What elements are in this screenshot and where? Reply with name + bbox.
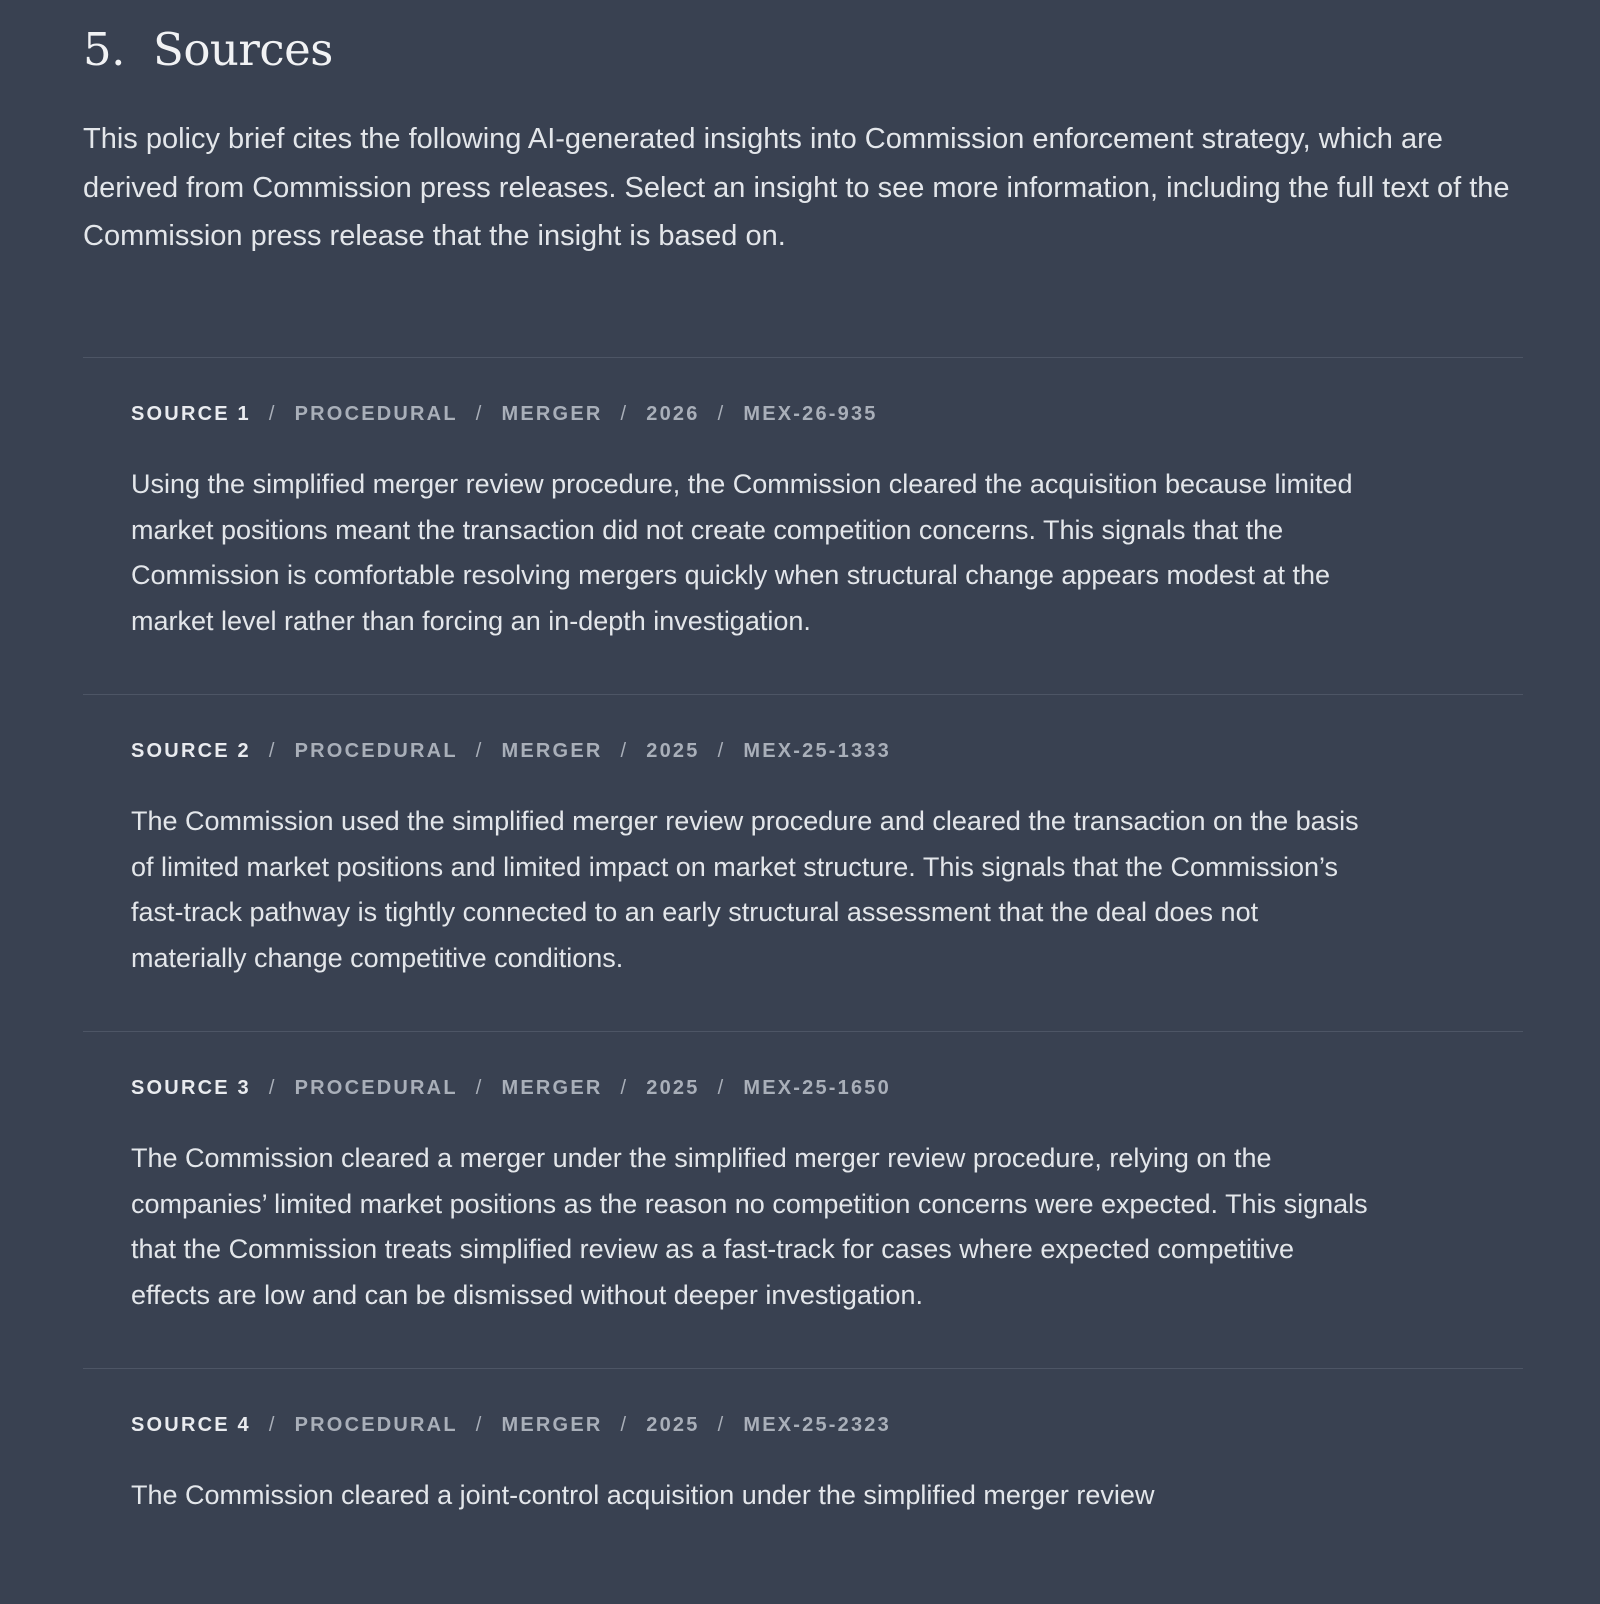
source-case-id: MEX-25-2323 [743, 1414, 891, 1436]
section-heading [83, 18, 333, 82]
source-label: SOURCE 3 [131, 1077, 251, 1099]
meta-separator: / [717, 1414, 726, 1436]
meta-separator: / [268, 1077, 277, 1099]
meta-separator: / [475, 1077, 484, 1099]
source-meta [131, 1413, 1523, 1437]
source-type: PROCEDURAL [294, 403, 458, 425]
source-category: MERGER [501, 740, 603, 762]
source-year: 2025 [646, 740, 700, 762]
source-label: SOURCE 4 [131, 1414, 251, 1436]
meta-separator: / [268, 403, 277, 425]
meta-separator: / [475, 403, 484, 425]
source-category: MERGER [501, 1414, 603, 1436]
section-title: Sources [153, 23, 333, 76]
sources-list [83, 357, 1523, 1519]
source-case-id: MEX-25-1333 [743, 740, 891, 762]
meta-separator: / [717, 403, 726, 425]
source-case-id: MEX-25-1650 [743, 1077, 891, 1099]
meta-separator: / [620, 1077, 629, 1099]
source-item[interactable] [83, 1031, 1523, 1368]
source-item[interactable] [83, 1368, 1523, 1519]
meta-separator: / [620, 740, 629, 762]
source-category: MERGER [501, 1077, 603, 1099]
source-case-id: MEX-26-935 [743, 403, 878, 425]
source-type: PROCEDURAL [294, 1077, 458, 1099]
source-meta [131, 1076, 1523, 1100]
meta-separator: / [717, 1077, 726, 1099]
meta-separator: / [620, 403, 629, 425]
source-insight-text: The Commission cleared a joint-control acquisition under the simplified merger review [131, 1480, 1155, 1510]
source-insight-text: The Commission cleared a merger under the simplified merger review procedure, relying on the companies’ limited market positions as the reason no competition concerns were expected. This signals that the Commission treats simplified review as a fast-track for cases where expected competitive effects are low and can be dismissed without deeper investigation. [131, 1143, 1368, 1310]
source-year: 2026 [646, 403, 700, 425]
meta-separator: / [268, 740, 277, 762]
source-label: SOURCE 1 [131, 403, 251, 425]
source-label: SOURCE 2 [131, 740, 251, 762]
source-insight-text: Using the simplified merger review procedure, the Commission cleared the acquisition because limited market positions meant the transaction did not create competition concerns. This signals that the Commission is comfortable resolving mergers quickly when structural change appears modest at the market level rather than forcing an in-depth investigation. [131, 469, 1353, 636]
meta-separator: / [717, 740, 726, 762]
source-category: MERGER [501, 403, 603, 425]
source-type: PROCEDURAL [294, 1414, 458, 1436]
meta-separator: / [620, 1414, 629, 1436]
source-item[interactable] [83, 357, 1523, 694]
source-meta [131, 402, 1523, 426]
source-item[interactable] [83, 694, 1523, 1031]
source-year: 2025 [646, 1077, 700, 1099]
source-insight-text: The Commission used the simplified merger review procedure and cleared the transaction on the basis of limited market positions and limited impact on market structure. This signals that the Commission’s fast-track pathway is tightly connected to an early structural assessment that the deal does not materially change competitive conditions. [131, 806, 1359, 973]
source-meta [131, 739, 1523, 763]
meta-separator: / [475, 1414, 484, 1436]
source-year: 2025 [646, 1414, 700, 1436]
meta-separator: / [268, 1414, 277, 1436]
source-type: PROCEDURAL [294, 740, 458, 762]
section-number: 5. [83, 23, 125, 76]
meta-separator: / [475, 740, 484, 762]
intro-paragraph: This policy brief cites the following AI-generated insights into Commission enforcement strategy, which are derived from Commission press releases. Select an insight to see more information, including the full text of the Commission press release that the insight is based on. [83, 123, 1510, 252]
